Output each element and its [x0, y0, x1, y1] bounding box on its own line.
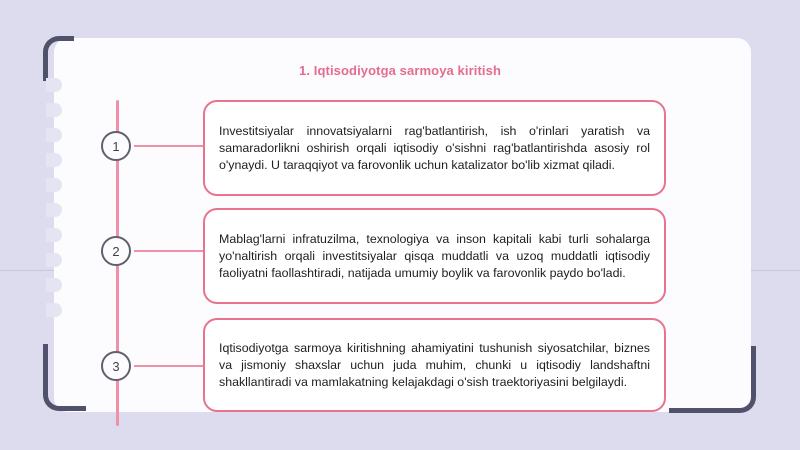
- notebook-notch: [46, 253, 62, 267]
- notebook-notch: [46, 178, 62, 192]
- step-box-3: [203, 318, 666, 412]
- connector-1: [134, 145, 204, 147]
- step-text-1: Investitsiyalar innovatsiyalarni rag'batlantirish, ish o'rinlari yaratish va samaradorlikni oshirish orqali iqtisodiy o'sishni rag'batlantirishda asosiy rol o'ynaydi. U taraqqiyot va farovonlik uchun katalizator bo'lib xizmat qiladi.: [219, 123, 650, 172]
- step-number-3: 3: [101, 351, 131, 381]
- notebook-notch: [46, 78, 62, 92]
- notebook-notch: [46, 128, 62, 142]
- connector-3: [134, 365, 204, 367]
- step-number-1: 1: [101, 131, 131, 161]
- corner-bracket-bottom-left: [43, 344, 86, 411]
- notebook-notch: [46, 153, 62, 167]
- notebook-notch: [46, 228, 62, 242]
- step-number-2: 2: [101, 236, 131, 266]
- connector-2: [134, 250, 204, 252]
- notebook-notch: [46, 203, 62, 217]
- step-text-3: Iqtisodiyotga sarmoya kiritishning ahamiyatini tushunish siyosatchilar, biznes va jismoniy shaxslar uchun juda muhim, chunki u iqtisodiy landshaftni shakllantiradi va mamlakatning kelajakdagi o'sish traektoriyasini belgilaydi.: [219, 340, 650, 389]
- step-text-2: Mablag'larni infratuzilma, texnologiya va inson kapitali kabi turli sohalarga yo'naltirish orqali investitsiyalar qisqa muddatli va uzoq muddatli iqtisodiy faoliyatni faollashtiradi, natijada umumiy boylik va farovonlik paydo bo'ladi.: [219, 231, 650, 280]
- notebook-notch: [46, 303, 62, 317]
- corner-bracket-bottom-right: [669, 346, 756, 413]
- slide-title: 1. Iqtisodiyotga sarmoya kiritish: [299, 63, 501, 78]
- notebook-notch: [46, 278, 62, 292]
- notebook-notch: [46, 103, 62, 117]
- step-box-2: [203, 208, 666, 304]
- step-box-1: [203, 100, 666, 196]
